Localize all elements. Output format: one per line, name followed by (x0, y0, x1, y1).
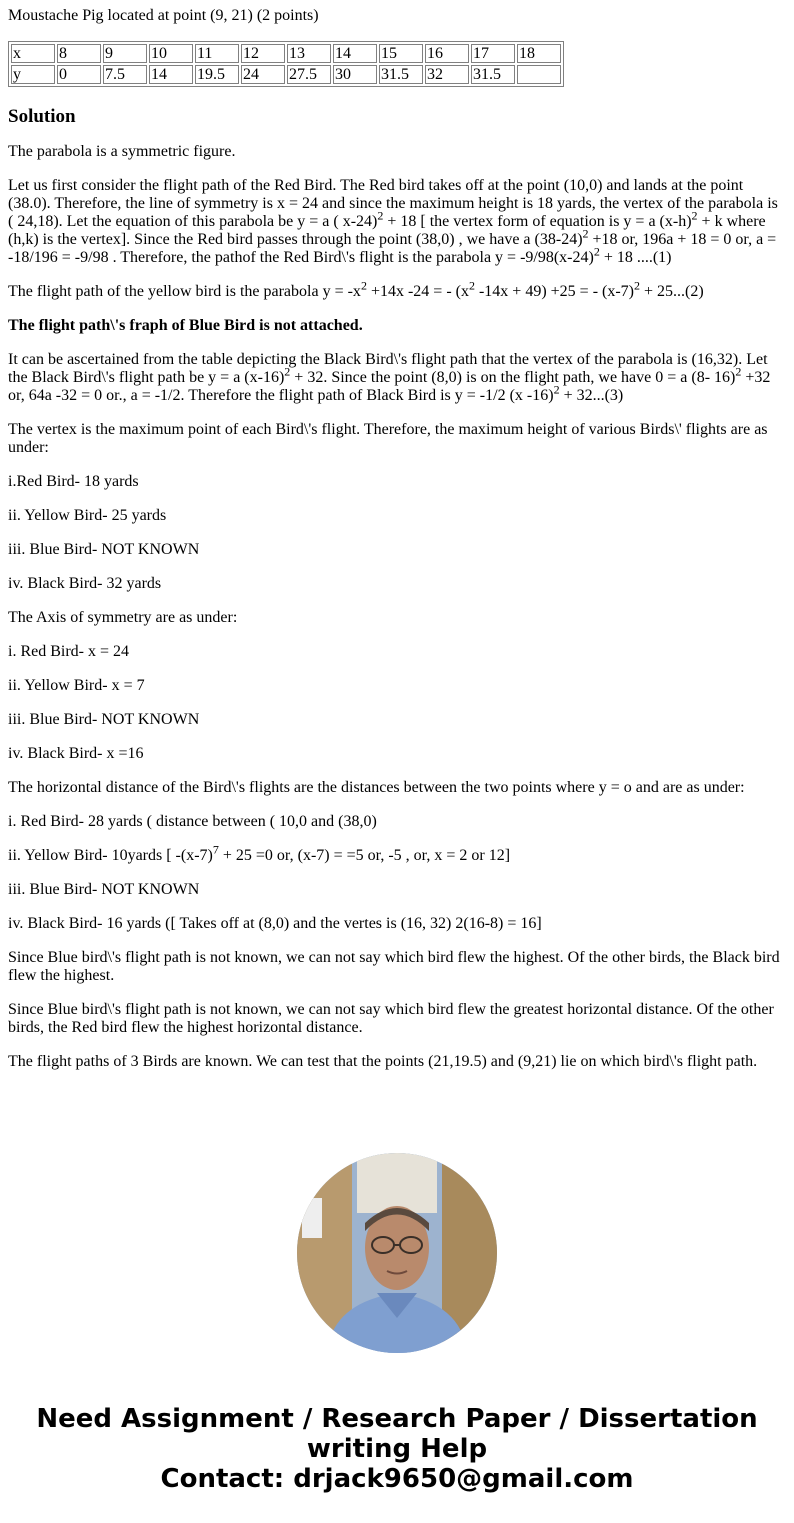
table-cell: y (11, 65, 55, 84)
document-body (8, 0, 786, 1071)
axis-red-bird: i. Red Bird- x = 24 (8, 643, 130, 660)
table-cell: 10 (149, 44, 193, 63)
table-row (11, 65, 561, 84)
avatar-portrait-image (297, 1153, 497, 1353)
paragraph-yellow-bird: The flight path of the yellow bird is the parabola $y = -x^2 +14x$ -24 = - ($x^2$ -14x + 49) +25 = - $(x-7)^2 + 25...(2)$ (8, 278, 704, 300)
paragraph-distance-intro: The horizontal distance of the Bird\'s flights are the distances between the two points where y = o and are as under: (8, 779, 745, 796)
table-cell: 7.5 (103, 65, 147, 84)
paragraph-symmetric: The parabola is a symmetric figure. (8, 143, 236, 160)
axis-blue-bird: iii. Blue Bird- NOT KNOWN (8, 711, 200, 728)
table-cell: 18 (517, 44, 561, 63)
table-cell: x (11, 44, 55, 63)
table-cell: 17 (471, 44, 515, 63)
paragraph-axis-intro: The Axis of symmetry are as under: (8, 609, 238, 626)
axis-yellow-bird: ii. Yellow Bird- x = 7 (8, 677, 145, 694)
table-cell (517, 65, 561, 84)
table-cell: 16 (425, 44, 469, 63)
distance-blue-bird: iii. Blue Bird- NOT KNOWN (8, 881, 200, 898)
height-yellow-bird: ii. Yellow Bird- 25 yards (8, 507, 167, 524)
table-cell: 24 (241, 65, 285, 84)
table-cell: 32 (425, 65, 469, 84)
paragraph-highest-flight: Since Blue bird\'s flight path is not known, we can not say which bird flew the highest. Of the other birds, the Black bird flew the highest. (8, 949, 780, 984)
footer-promo (0, 1404, 794, 1494)
table-cell: 0 (57, 65, 101, 84)
avatar (297, 1153, 497, 1353)
table-row (11, 44, 561, 63)
distance-black-bird: iv. Black Bird- 16 yards ([ Takes off at (8,0) and the vertes is (16, 32) 2(16-8) = 16] (8, 915, 542, 932)
table-cell: 30 (333, 65, 377, 84)
table-cell: 14 (333, 44, 377, 63)
table-cell: 13 (287, 44, 331, 63)
table-cell: 9 (103, 44, 147, 63)
axis-black-bird: iv. Black Bird- x =16 (8, 745, 144, 762)
height-blue-bird: iii. Blue Bird- NOT KNOWN (8, 541, 200, 558)
footer-contact: Contact: drjack9650@gmail.com (160, 1464, 634, 1494)
distance-red-bird: i. Red Bird- 28 yards ( distance between ( 10,0 and (38,0) (8, 813, 377, 830)
height-black-bird: iv. Black Bird- 32 yards (8, 575, 162, 592)
distance-yellow-bird: ii. Yellow Bird- 10yards [ $-(x-7)^7 + 25 =0$ or, (x-7) = =5 or, -5 , or, x = 2 or 12] (8, 842, 511, 864)
paragraph-test-points: The flight paths of 3 Birds are known. We can test that the points (21,19.5) and (9,21) lie on which bird\'s flight path. (8, 1053, 758, 1070)
table-cell: 19.5 (195, 65, 239, 84)
paragraph-greatest-distance: Since Blue bird\'s flight path is not known, we can not say which bird flew the greatest horizontal distance. Of the other birds, the Red bird flew the highest horizontal distance. (8, 1001, 774, 1036)
paragraph-blue-bird-note: The flight path\'s fraph of Blue Bird is not attached. (8, 317, 363, 334)
table-cell: 31.5 (471, 65, 515, 84)
solution-heading: Solution (8, 106, 76, 127)
table-cell: 12 (241, 44, 285, 63)
paragraph-black-bird: It can be ascertained from the table depicting the Black Bird\'s flight path that the vertex of the parabola is (16,32). Let the Black Bird\'s flight path be y = a $(x-16)^2 + 32$. Since the point (8,0) is on the flight path, we have 0 = a (8- 16)$^2$ +32 or, 64a -32 = 0 or., a = -1/2. Therefore the flight path of Black Bird is y = -1/2 (x -16)$^2$ + 32...(3) (8, 351, 771, 404)
paragraph-max-height-intro: The vertex is the maximum point of each Bird\'s flight. Therefore, the maximum height of various Birds\' flights are as under: (8, 421, 768, 456)
paragraph-red-bird: Let us first consider the flight path of the Red Bird. The Red bird takes off at the point (10,0) and lands at the point (38.0). Therefore, the line of symmetry is x = 24 and since the maximum height is 18 yards, the vertex of the parabola is ( 24,18). Let the equation of this parabola be y = a ( x-24)$^2$ + 18 [ the vertex form of equation is y = a $(x-h)^2 + k$ where (h,k) is the vertex]. Since the Red bird passes through the point (38,0) , we have a $(38-24)^2 +18$ or, 196a + 18 = 0 or, a = -18/196 = -9/98 . Therefore, the pathof the Red Bird\'s flight is the parabola $y = -9/98(x-24)^2 + 18$ ....(1) (8, 177, 778, 266)
table-cell: 11 (195, 44, 239, 63)
table-cell: 27.5 (287, 65, 331, 84)
height-red-bird: i.Red Bird- 18 yards (8, 473, 139, 490)
table-cell: 14 (149, 65, 193, 84)
table-body (11, 44, 561, 84)
footer-line-1: Need Assignment / Research Paper / Dissertation (36, 1404, 758, 1434)
table-cell: 15 (379, 44, 423, 63)
data-table (8, 41, 564, 87)
footer-line-2: writing Help (306, 1434, 488, 1464)
table-cell: 31.5 (379, 65, 423, 84)
table-cell: 8 (57, 44, 101, 63)
question-intro: Moustache Pig located at point (9, 21) (2 points) (8, 7, 319, 24)
